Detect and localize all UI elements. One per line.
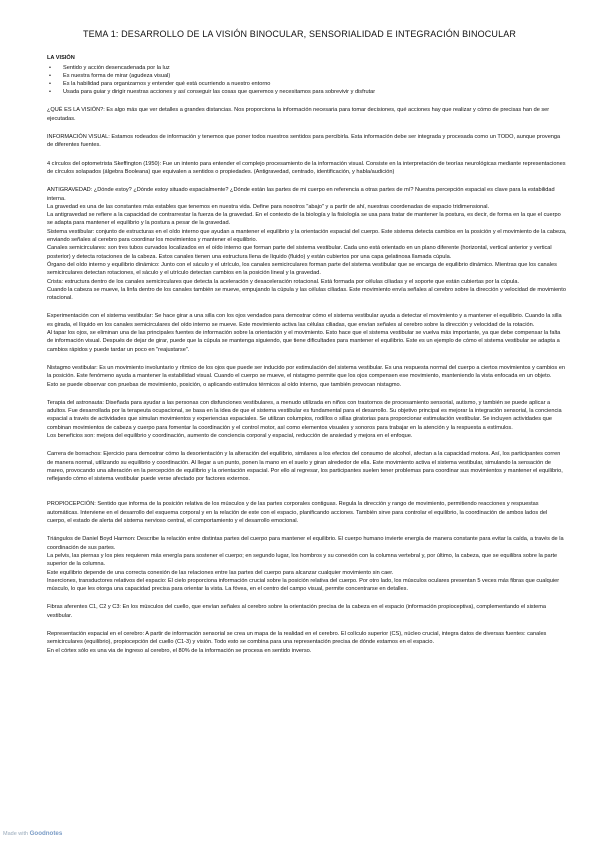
paragraph-text: Los beneficios son: mejora del equilibrio y coordinación, aumento de conciencia corporal y espacial, reducción de ansiedad y mejora en el enfoque. <box>47 432 413 439</box>
vision-bullet-list <box>47 65 567 96</box>
bullet-item: • Usada para guiar y dirigir nuestras acciones y así conseguir las cosas que queremos y necesitamos para sobrevivir y disfrutar <box>47 89 567 97</box>
paragraph-block <box>47 133 567 150</box>
paragraph-block <box>47 186 567 302</box>
paragraph-text: Sistema vestibular: conjunto de estructuras en el oído interno que ayudan a mantener el equilibrio y la orientación espacial del cuerpo. Este sistema detecta cambios en la posición y el movimiento de la cabeza, enviando señales al cerebro para coordinar los movimientos y mantener el equilibrio. <box>47 228 567 244</box>
paragraph-block <box>47 399 567 440</box>
document-body <box>47 54 567 655</box>
paragraph-block <box>47 450 567 483</box>
paragraph-text: Este equilibrio depende de una correcta conexión de las relaciones entre las partes del cuerpo para alcanzar cualquier movimiento sin caer. <box>47 569 394 576</box>
paragraph-text: Representación espacial en el cerebro: A partir de información sensorial se crea un mapa de la realidad en el cerebro. El colículo superior (CS), núcleo crucial, integra datos de diversas fuentes: canales semicirculares (equilibrio), propiocepción del cuello (C1-3) y visión. Todo esto se combina para una representación precisa de dónde estamos en el espacio. <box>47 631 547 646</box>
paragraph-block <box>47 500 567 525</box>
paragraph-text: La pelvis, las piernas y los pies requieren más energía para sostener el cuerpo; en segundo lugar, los hombros y su conexión con la columna vertebral y, por último, la cabeza, que se equilibra sobre la parte superior de la columna. <box>47 552 558 568</box>
paragraph-block <box>47 364 567 389</box>
paragraph-text: Canales semicirculares: son tres tubos curvados localizados en el oído interno que forman parte del sistema vestibular. Cada uno está orientado en un plano diferente (horizontal, vertical anterior y vertical posterior) y detecta rotaciones de la cabeza. Estos canales tienen una estructura llena de líquido (fluido) y están cubiertos por una capa gelatinosa llamada cúpula. <box>47 245 552 260</box>
paragraph-text: Fibras aferentes C1, C2 y C3: En los músculos del cuello, que envían señales al cerebro sobre la orientación precisa de la cabeza en el espacio (información propioceptiva), complementando el sistema vestibular. <box>47 604 547 619</box>
bullet-item: • Sentido y acción desencadenada por la luz <box>47 65 567 73</box>
footer-prefix: Made with <box>3 831 29 837</box>
paragraph-text: La gravedad es una de las constantes más estables que tenemos en nuestra vida. Define para nosotros "abajo" y a partir de ahí, nuestras coordenadas de espacio tridimensional. <box>47 203 490 210</box>
paragraph-block <box>47 312 567 353</box>
paragraph-block <box>47 535 567 593</box>
paragraph-text: INFORMACIÓN VISUAL: Estamos rodeados de información y tenemos que poner todos nuestros sentidos para percibirla. Esta información debe ser integrada y procesada como un TODO, aunque provenga de diferentes fuentes. <box>47 134 561 149</box>
paragraphs <box>47 96 567 654</box>
paragraph-text: Esto se puede observar con pruebas de movimiento, posición, o aplicando estímulos térmicos al oído interno, que también provocan nistagmo. <box>47 381 402 388</box>
paragraph-text: ANTIGRAVEDAD: ¿Dónde estoy? ¿Dónde estoy situado espacialmente? ¿Dónde están las partes de mi cuerpo en referencia a otras partes de mí? Nuestra percepción espacial es clave para la estabilidad interna. <box>47 187 555 202</box>
paragraph-block <box>47 603 567 620</box>
paragraph-text: Al tapar los ojos, se eliminan una de las principales fuentes de información sobre la orientación y el movimiento. Esto hace que el sistema vestibular se vuelva más importante, ya que debe compensar la falta de información visual. Después de dejar de girar, puede que la cúpula se mantenga siguiendo, que tiene dificultades para mantener el equilibrio. Este es un ejemplo de cómo el sistema vestibular se adapta a cambios rápidos y puede tardar un poco en "reajustarse". <box>47 330 561 353</box>
section-heading-vision: LA VISIÓN <box>47 55 75 61</box>
paragraph-text: Terapia del astronauta: Diseñada para ayudar a las personas con disfunciones vestibulares, a menudo utilizada en niños con trastornos de procesamiento sensorial, autismo, y también se puede aplicar a adultos. Fue desarrollada por la terapeuta ocupacional, se basa en la idea de que el sistema vestibular es fundamental para el desarrollo. Su objetivo principal es mejorar la integración sensorial, la conciencia espacial a través de actividades que simulan movimientos y experiencias espaciales. Se utilizan columpios, rodillos o sillas giratorias para proporcionar estimulación vestibular. Se incluyen actividades que combinan movimientos de cabeza y cuerpo para fomentar la coordinación y el control motor, así como elementos visuales y sonoros para trabajar en la atención y la respuesta a estímulos. <box>47 399 562 431</box>
paragraph-block <box>47 630 567 655</box>
paragraph-text: Inserciones, transductores relativos del espacio: El cielo proporciona información crucial sobre la posición relativa del cuerpo. Por otro lado, los músculos oculares presentan 5 veces más fibras que cualquier músculo, lo que les otorga una capacidad precisa para orientar la vista. La fóvea, en el centro del campo visual, permite concentrarse en detalles. <box>47 577 560 593</box>
paragraph-text: La antigravedad se refiere a la capacidad de contrarrestar la fuerza de la gravedad. En el contexto de la biología y la fisiología se usa para tratar de mantener la postura, es decir, de forma en la que el cuerpo se adapta para mantener el equilibrio y la postura a pesar de la gravedad. <box>47 212 561 227</box>
bullet-item: • Es la habilidad para organizarnos y entender qué está ocurriendo a nuestro entorno <box>47 81 567 89</box>
paragraph-text: ¿QUÉ ES LA VISIÓN?: Es algo más que ver detalles a grandes distancias. Nos proporciona la información necesaria para tomar decisiones, qué acciones hay que realizar y cómo de precisas han de ser ejecutadas. <box>47 107 550 122</box>
paragraph-block <box>47 106 567 123</box>
paragraph-text: Experimentación con el sistema vestibular: Se hace girar a una silla con los ojos vendados para demostrar cómo el sistema vestibular ayuda a detectar el movimiento y a mantener el equilibrio. Cuando la silla es girada, el líquido en los canales semicirculares del oído interno se mueve. Este movimiento activa las células ciliadas, que envían señales al cerebro sobre la dirección y velocidad de la rotación. <box>47 313 562 328</box>
paragraph-text: 4 círculos del optometrista Skeffington (1950): Fue un intento para entender el complejo procesamiento de la información visual. Consiste en la interpretación de teorías neurológicas mediante representaciones de círculos solapados (álgebra Booleana) que equivalen a sentidos o propiedades. (Antigravedad, centrado, identificación, y habla/audición) <box>47 160 566 175</box>
footer-brand: Goodnotes <box>29 830 63 837</box>
paragraph-text: En el córtex sólo es una via de ingreso al cerebro, el 80% de la información se procesa en sentido inverso. <box>47 647 312 654</box>
paragraph-text: Nistagmo vestibular: Es un movimiento involuntario y rítmico de los ojos que puede ser inducido por estimulación del sistema vestibular. Es una respuesta normal del cuerpo a ciertos movimientos y cambios en la posición. Este fenómeno ayuda a mantener la estabilidad visual. Cuando el cuerpo se mueve, el nistagmo permite que los ojos compensen ese movimiento, manteniendo la vista enfocada en un objeto. <box>47 364 565 380</box>
paragraph-text: Carrera de borrachos: Ejercicio para demostrar cómo la desorientación y la alteración del equilibrio, similares a los efectos del consumo de alcohol, afectan a la capacidad motora. Así, los participantes corren de manera normal, utilizando su equilibrio y coordinación. Al llegar a un punto, ponen la mano en el suelo y giran alrededor de ella. Este movimiento activa el sistema vestibular, simulando la sensación de mareo, provocando una alteración en la percepción de equilibrio y la orientación espacial. Por ello al regresar, los participantes suelen tener problemas para coordinar sus movimientos y mantener el equilibrio, reflejando cómo el sistema vestibular puede verse afectado por factores externos. <box>47 451 563 483</box>
paragraph-text: Órgano del oído interno y equilibrio dinámico: Junto con el sáculo y el utrículo, los canales semicirculares forman parte del sistema vestibular que se encarga de equilibrio dinámico. Mientras que los canales semicirculares detectan rotaciones, el sáculo y el utrículo detectan cambios en la posición lineal y la gravedad. <box>47 261 557 277</box>
paragraph-text: Crista: estructura dentro de los canales semicirculares que detecta la aceleración y desaceleración rotacional. Está formada por células ciliadas y el soporte que están cubiertas por la cúpula. <box>47 278 519 285</box>
paragraph-text: Cuando la cabeza se mueve, la linfa dentro de los canales también se mueve, empujando la cúpula y las células ciliadas. Este movimiento envía señales al cerebro sobre la dirección y velocidad de movimiento rotacional. <box>47 286 566 302</box>
paragraph-block <box>47 160 567 177</box>
paragraph-text: Triángulos de Daniel Boyd Harmon: Describe la relación entre distintas partes del cuerpo para mantener el equilibrio. El cuerpo humano invierte energía de manera constante para evitar la caída, a través de la coordinación de sus partes. <box>47 536 564 551</box>
goodnotes-watermark <box>3 830 62 837</box>
paragraph-text: PROPIOCEPCIÓN: Sentido que informa de la posición relativa de los músculos y de las partes corporales contiguas. Regula la dirección y rango de movimiento, permitiendo reacciones y respuestas automáticas. Interviene en el desarrollo del esquema corporal y en la relación de este con el espacio, planificando acciones. También sirve para controlar el equilibrio, la coordinación de ambos lados del cuerpo, el estado de alerta del sistema nervioso central, el comportamiento y el desarrollo emocional. <box>47 501 548 525</box>
bullet-item: • Es nuestra forma de mirar (agudeza visual) <box>47 73 567 81</box>
document-title: TEMA 1: DESARROLLO DE LA VISIÓN BINOCULAR, SENSORIALIDAD E INTEGRACIÓN BINOCULAR <box>82 29 517 39</box>
